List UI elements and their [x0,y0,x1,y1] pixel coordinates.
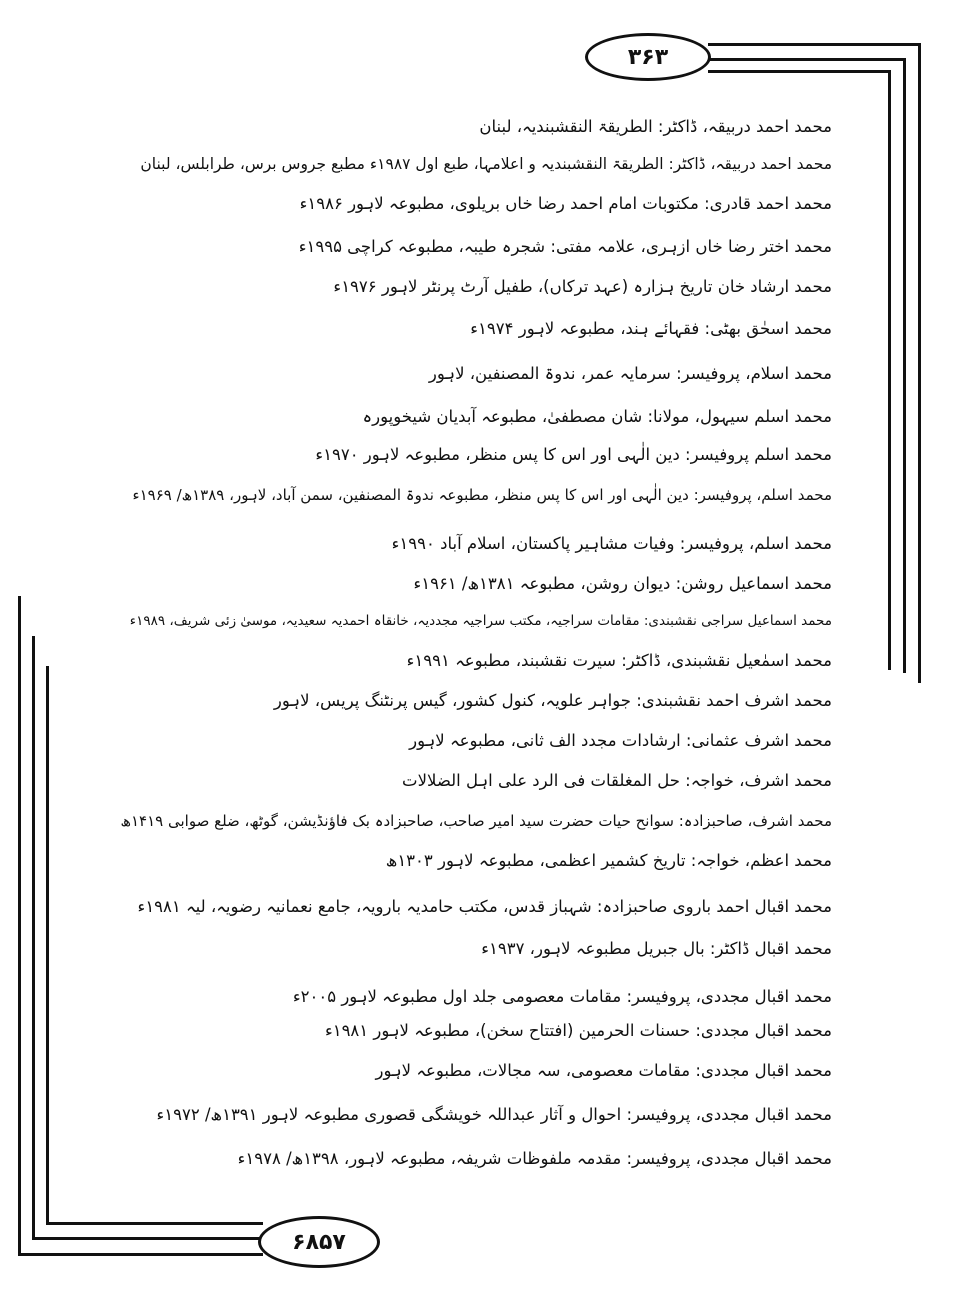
entry-11: محمد اسلم، پروفیسر: وفیات مشاہیر پاکستان، اسلام آباد ۱۹۹۰ء [391,534,832,553]
entry-21: محمد اقبال ڈاکٹر: بال جبریل مطبوعہ لاہور، ۱۹۳۷ء [481,939,832,958]
entry-24: محمد اقبال مجددی: مقامات معصومی، سہ مجالات، مطبوعہ لاہور [375,1061,832,1080]
border-rule-right-outer [918,43,921,683]
entry-13: محمد اسماعیل سراجی نقشبندی: مقامات سراجیہ، مکتب سراجیہ مجددیہ، خانقاہ احمدیہ سعیدیہ، موسیٰ زئی شریف، ۱۹۸۹ء [129,613,832,629]
border-rule-top-inner [708,58,906,61]
entry-20: محمد اقبال احمد باروی صاحبزادہ: شہباز قدس، مکتب حامدیہ بارویہ، جامع نعمانیہ رضویہ، لیہ ۱۹۸۱ء [137,897,832,916]
border-rule-right-inner2 [888,70,891,670]
entry-02: محمد احمد دربیقہ، ڈاکٹر: الطریقۃ النقشبندیہ و اعلامہا، طبع اول ۱۹۸۷ء مطبع جروس برس، طرابلس، لبنان [140,155,832,173]
entry-26: محمد اقبال مجددی، پروفیسر: مقدمہ ملفوظات شریفہ، مطبوعہ لاہور، ۱۳۹۸ھ/ ۱۹۷۸ء [237,1149,832,1168]
entry-03: محمد احمد قادری: مکتوبات امام احمد رضا خاں بریلوی، مطبوعہ لاہور ۱۹۸۶ء [299,194,832,213]
entry-05: محمد ارشاد خان تاریخ ہزارہ (عہد ترکاں)، طفیل آرٹ پرنٹر لاہور ۱۹۷۶ء [333,277,832,296]
entry-17: محمد اشرف، خواجہ: حل المغلقات فی الرد علی اہل الضلالات [402,771,832,790]
top-page-number: ۳۶۳ [585,33,711,81]
entry-04: محمد اختر رضا خاں ازہری، علامہ مفتی: شجرہ طیبہ، مطبوعہ کراچی ۱۹۹۵ء [298,237,832,256]
entry-16: محمد اشرف عثمانی: ارشادات مجدد الف ثانی، مطبوعہ لاہور [409,731,832,750]
entry-22: محمد اقبال مجددی، پروفیسر: مقامات معصومی جلد اول مطبوعہ لاہور ۲۰۰۵ء [292,987,832,1006]
entry-12: محمد اسماعیل روشن: دیوان روشن، مطبوعہ ۱۳۸۱ھ/ ۱۹۶۱ء [413,574,832,593]
border-rule-left-inner2 [46,666,49,1225]
entry-08: محمد اسلم سیہول، مولانا: شان مصطفیٰ، مطبوعہ آبدیان شیخوپورہ [362,407,832,426]
entry-23: محمد اقبال مجددی: حسنات الحرمین (افتتاح سخن)، مطبوعہ لاہور ۱۹۸۱ء [324,1021,832,1040]
border-rule-bottom-outer [18,1253,263,1256]
border-rule-bottom-inner2 [46,1222,263,1225]
entry-10: محمد اسلم، پروفیسر: دین الٰہی اور اس کا پس منظر، مطبوعہ ندوۃ المصنفین، سمن آباد، لاہور، ۱۳۸۹ھ/ ۱۹۶۹ء [132,486,832,504]
entry-07: محمد اسلام، پروفیسر: سرمایہ عمر، ندوۃ المصنفین، لاہور [428,364,832,383]
entry-09: محمد اسلم پروفیسر: دین الٰہی اور اس کا پس منظر، مطبوعہ لاہور ۱۹۷۰ء [315,445,832,464]
entry-25: محمد اقبال مجددی، پروفیسر: احوال و آثار عبداللہ خویشگی قصوری مطبوعہ لاہور ۱۳۹۱ھ/ ۱۹۷۲ء [156,1105,832,1124]
entry-19: محمد اعظم، خواجہ: تاریخ کشمیر اعظمی، مطبوعہ لاہور ۱۳۰۳ھ [385,851,832,870]
border-rule-right-inner [903,58,906,673]
entry-01: محمد احمد دربیقہ، ڈاکٹر: الطریقۃ النقشبندیہ، لبنان [479,117,832,136]
bottom-page-number: ۶۸۵۷ [258,1216,380,1268]
entry-15: محمد اشرف احمد نقشبندی: جواہر علویہ، کنول کشور، گیس پرنٹنگ پریس، لاہور [273,691,832,710]
border-rule-left-inner [32,636,35,1239]
entry-06: محمد اسحٰق بھٹی: فقہائے ہند، مطبوعہ لاہور ۱۹۷۴ء [470,319,832,338]
entry-18: محمد اشرف، صاحبزادہ: سوانح حیات حضرت سید امیر صاحب، صاحبزادہ بک فاؤنڈیشن، گوٹھ، ضلع صوابی ۱۴۱۹ھ [120,812,832,830]
border-rule-top-inner2 [708,70,891,73]
border-rule-left-outer [18,596,21,1256]
border-rule-top-outer [708,43,921,46]
border-rule-bottom-inner [32,1237,263,1240]
entry-14: محمد اسمٰعیل نقشبندی، ڈاکٹر: سیرت نقشبند، مطبوعہ ۱۹۹۱ء [406,651,832,670]
